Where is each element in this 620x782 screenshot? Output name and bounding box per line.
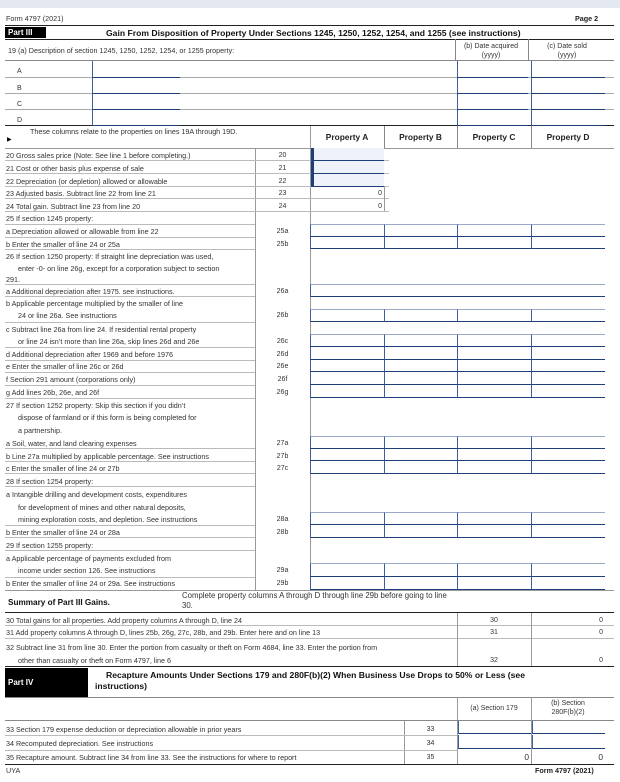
- line-31-label: 31 Add property columns A through D, lines 25b, 26g, 27c, 28b, and 29b. Enter here and on line 13: [6, 628, 321, 637]
- line-26e-property-c-input[interactable]: [457, 360, 531, 372]
- line-26b-number: 26b: [276, 312, 289, 319]
- part-iii-label: Part III: [5, 27, 46, 38]
- date-sold-header-2: (yyyy): [557, 52, 577, 59]
- line-34-section-280f-input[interactable]: [532, 735, 605, 749]
- line-26b-property-d-input[interactable]: [531, 309, 605, 322]
- part-iv-title-2: instructions): [95, 681, 148, 691]
- line-26e-property-b-input[interactable]: [384, 360, 457, 372]
- line-25b-property-c-input[interactable]: [457, 237, 531, 249]
- line-26f-label: f Section 291 amount (corporations only): [6, 375, 136, 384]
- line-25a-property-b-input[interactable]: [384, 224, 457, 237]
- line-29b-property-a-input[interactable]: [310, 577, 384, 590]
- summary-note-1: Complete property columns A through D through line 29b before going to line: [182, 591, 447, 600]
- summary-title: Summary of Part III Gains.: [8, 598, 110, 607]
- property-c-date-sold-input[interactable]: [531, 94, 605, 110]
- line-26-label-2: enter -0- on line 26g, except for a corporation subject to section: [18, 264, 220, 273]
- section-179-header: (a) Section 179: [470, 705, 518, 712]
- line-28a-label-3: mining exploration costs, and depletion. See instructions: [18, 515, 198, 524]
- line-26c-label-2: or line 24 isn’t more than line 26a, skip lines 26d and 26e: [18, 337, 200, 346]
- property-a-date-acquired-input[interactable]: [457, 61, 528, 78]
- line-26a-number: 26a: [276, 288, 289, 295]
- line-26f-property-c-input[interactable]: [457, 372, 531, 385]
- line-29a-label-2: income under section 126. See instructions: [18, 566, 156, 575]
- property-d-date-sold-input[interactable]: [531, 110, 605, 126]
- part-iii-rule: [5, 39, 614, 40]
- line-26g-property-b-input[interactable]: [384, 385, 457, 398]
- line-23-label: 23 Adjusted basis. Subtract line 22 from line 21: [6, 189, 156, 198]
- line-27a-property-d-input[interactable]: [531, 436, 605, 449]
- line-28b-number: 28b: [276, 529, 289, 536]
- line-28a-label-2: for development of mines and other natural deposits,: [18, 503, 186, 512]
- part-iv-label: Part IV: [5, 668, 88, 697]
- line-28a-number: 28a: [276, 516, 289, 523]
- line-26e-label: e Enter the smaller of line 26c or 26d: [6, 362, 124, 371]
- line-26a-label: a Additional depreciation after 1975. see instructions.: [6, 287, 175, 296]
- line-27b-property-c-input[interactable]: [457, 449, 531, 461]
- row-a-label: A: [17, 68, 22, 75]
- line-25a-label: a Depreciation allowed or allowable from line 22: [6, 227, 159, 236]
- line-32-label-1: 32 Subtract line 31 from line 30. Enter the portion from casualty or theft on Form 4684, line 33. Enter the portion from: [6, 643, 378, 652]
- line-26f-property-d-input[interactable]: [531, 372, 605, 385]
- line-25b-property-b-input[interactable]: [384, 237, 457, 249]
- line-26b-label-2: 24 or line 26a. See instructions: [18, 311, 117, 320]
- line-22-label: 22 Depreciation (or depletion) allowed or allowable: [6, 177, 168, 186]
- line-27c-number: 27c: [276, 465, 289, 472]
- line-26g-property-c-input[interactable]: [457, 385, 531, 398]
- arrow-icon: ▶: [7, 137, 12, 143]
- line-26c-property-c-input[interactable]: [457, 334, 531, 347]
- row-d-label: D: [17, 117, 23, 124]
- line-26b-property-c-input[interactable]: [457, 309, 531, 322]
- line-27c-property-b-input[interactable]: [384, 461, 457, 474]
- line-25b-number: 25b: [276, 241, 289, 248]
- property-a-description-input[interactable]: [92, 61, 180, 78]
- line-26c-property-a-input[interactable]: [310, 334, 384, 347]
- line-32-label-2: other than casualty or theft on Form 4797, line 6: [18, 656, 172, 665]
- line-26e-number: 26e: [276, 363, 289, 370]
- line-29-label: 29 If section 1255 property:: [6, 541, 94, 550]
- property-b-date-sold-input[interactable]: [531, 78, 605, 94]
- line-29a-property-d-input[interactable]: [531, 563, 605, 577]
- part-iii-title: Gain From Disposition of Property Under Sections 1245, 1250, 1252, 1254, and 1255 (see instructions): [106, 28, 521, 38]
- line-32-value: 0: [599, 657, 603, 664]
- date-acquired-header-2: (yyyy): [481, 52, 501, 59]
- line-23-number: 23: [278, 190, 287, 197]
- line-29a-property-c-input[interactable]: [457, 563, 531, 577]
- line-21-number: 21: [278, 165, 287, 172]
- property-b-date-acquired-input[interactable]: [457, 78, 528, 94]
- line-28a-label-1: a Intangible drilling and development costs, expenditures: [6, 490, 188, 499]
- line-26b-label-1: b Applicable percentage multiplied by the smaller of line: [6, 299, 183, 308]
- line-28a-property-a-input[interactable]: [310, 512, 384, 525]
- line-25a-property-d-input[interactable]: [531, 224, 605, 237]
- line-28b-label: b Enter the smaller of line 24 or 28a: [6, 528, 120, 537]
- line-34-label: 34 Recomputed depreciation. See instructions: [6, 739, 154, 748]
- header-rule: [5, 25, 614, 26]
- line-23-property-a-value: 0: [378, 190, 382, 197]
- property-b-description-input[interactable]: [92, 78, 180, 94]
- line-28b-property-c-input[interactable]: [457, 525, 531, 538]
- line-33-label: 33 Section 179 expense deduction or depreciation allowable in prior years: [6, 725, 242, 734]
- line-32-number: 32: [490, 657, 498, 664]
- line-28-label: 28 If section 1254 property:: [6, 477, 94, 486]
- line-26f-property-b-input[interactable]: [384, 372, 457, 385]
- line-27-label-1: 27 If section 1252 property: Skip this section if you didn’t: [6, 401, 186, 410]
- line-33-section-280f-input[interactable]: [532, 721, 605, 734]
- line-25b-property-a-input[interactable]: [310, 237, 384, 249]
- line-28b-property-b-input[interactable]: [384, 525, 457, 538]
- line-28a-property-c-input[interactable]: [457, 512, 531, 525]
- line-35-section-280f-value: 0: [598, 752, 603, 762]
- line-30-number: 30: [490, 617, 498, 624]
- line-24-property-a-value: 0: [378, 203, 382, 210]
- line-27a-property-b-input[interactable]: [384, 436, 457, 449]
- line-29a-number: 29a: [276, 567, 289, 574]
- line-26a-row: [310, 284, 605, 297]
- line-27-label-2: dispose of farmland or if this form is being completed for: [18, 413, 197, 422]
- line-26c-label-1: c Subtract line 26a from line 24. If residential rental property: [6, 325, 197, 334]
- line-28b-property-a-input[interactable]: [310, 525, 384, 538]
- line-20-label: 20 Gross sales price (Note: See line 1 before completing.): [6, 151, 191, 160]
- date-sold-header-1: (c) Date sold: [547, 43, 587, 50]
- line-27b-number: 27b: [276, 453, 289, 460]
- line-30-value: 0: [599, 617, 603, 624]
- page-number: Page 2: [575, 14, 599, 23]
- line-26d-number: 26d: [276, 351, 289, 358]
- line-27c-label: c Enter the smaller of line 24 or 27b: [6, 464, 120, 473]
- line-26e-property-d-input[interactable]: [531, 360, 605, 372]
- line-29a-property-a-input[interactable]: [310, 563, 384, 577]
- property-d-header: Property D: [546, 132, 590, 142]
- line-26b-property-a-input[interactable]: [310, 309, 384, 322]
- property-c-header: Property C: [472, 132, 516, 142]
- line-26d-property-b-input[interactable]: [384, 347, 457, 360]
- footer-left: UYA: [6, 766, 21, 775]
- section-280f-header-1: (b) Section: [551, 700, 585, 707]
- line-26-label-3: 291.: [6, 275, 20, 284]
- line-31-number: 31: [490, 629, 498, 636]
- top-band: [0, 0, 620, 8]
- line-34-section-179-input[interactable]: [458, 735, 531, 749]
- line-26e-property-a-input[interactable]: [310, 360, 384, 372]
- line-26d-property-d-input[interactable]: [531, 347, 605, 360]
- line-29b-property-d-input[interactable]: [531, 577, 605, 590]
- part-iv-title-1: Recapture Amounts Under Sections 179 and 280F(b)(2) When Business Use Drops to 50% or Less (see: [106, 670, 525, 680]
- line-24-label: 24 Total gain. Subtract line 23 from line 20: [6, 202, 141, 211]
- line-27c-property-d-input[interactable]: [531, 461, 605, 474]
- section-280f-header-2: 280F(b)(2): [551, 709, 585, 716]
- line-29b-number: 29b: [276, 580, 289, 587]
- line-28a-property-b-input[interactable]: [384, 512, 457, 525]
- line-21-property-a-input[interactable]: [311, 161, 384, 174]
- line-26c-property-b-input[interactable]: [384, 334, 457, 347]
- line-33-section-179-input[interactable]: [458, 721, 531, 734]
- line-26f-property-a-input[interactable]: [310, 372, 384, 385]
- line-28a-property-d-input[interactable]: [531, 512, 605, 525]
- line-27b-property-d-input[interactable]: [531, 449, 605, 461]
- line-27a-property-c-input[interactable]: [457, 436, 531, 449]
- line-26g-property-d-input[interactable]: [531, 385, 605, 398]
- line-25a-number: 25a: [276, 228, 289, 235]
- summary-note-2: 30.: [182, 601, 193, 610]
- property-d-description-input[interactable]: [92, 110, 180, 126]
- line-25-label: 25 If section 1245 property:: [6, 214, 94, 223]
- line-25b-property-d-input[interactable]: [531, 237, 605, 249]
- line-29b-property-b-input[interactable]: [384, 577, 457, 590]
- line-27-label-3: a partnership.: [18, 426, 62, 435]
- line-30-label: 30 Total gains for all properties. Add property columns A through D, line 24: [6, 616, 242, 625]
- line-26g-number: 26g: [276, 389, 289, 396]
- line-22-number: 22: [278, 178, 287, 185]
- line-29b-label: b Enter the smaller of line 24 or 29a. See instructions: [6, 579, 175, 588]
- line-26b-property-b-input[interactable]: [384, 309, 457, 322]
- date-acquired-header-1: (b) Date acquired: [463, 43, 519, 50]
- line-25a-property-a-input[interactable]: [310, 224, 384, 237]
- row-c-label: C: [17, 101, 23, 108]
- line-26d-property-c-input[interactable]: [457, 347, 531, 360]
- line-27c-property-a-input[interactable]: [310, 461, 384, 474]
- line-28b-property-d-input[interactable]: [531, 525, 605, 538]
- line-22-property-a-input[interactable]: [311, 174, 384, 187]
- line-27a-property-a-input[interactable]: [310, 436, 384, 449]
- line-27b-property-a-input[interactable]: [310, 449, 384, 461]
- line-35-label: 35 Recapture amount. Subtract line 34 from line 33. See the instructions for where to report: [6, 753, 297, 762]
- line-27a-number: 27a: [276, 440, 289, 447]
- line-35-number: 35: [426, 754, 435, 761]
- line-35-section-179-value: 0: [524, 752, 529, 762]
- line-26g-label: g Add lines 26b, 26e, and 26f: [6, 388, 100, 397]
- line-34-number: 34: [426, 740, 435, 747]
- line-26d-property-a-input[interactable]: [310, 347, 384, 360]
- line-27a-label: a Soil, water, and land clearing expenses: [6, 439, 137, 448]
- line-27b-label: b Line 27a multiplied by applicable percentage. See instructions: [6, 452, 209, 461]
- line-26f-number: 26f: [277, 376, 288, 383]
- property-c-date-acquired-input[interactable]: [457, 94, 528, 110]
- line-29a-property-b-input[interactable]: [384, 563, 457, 577]
- line-29b-property-c-input[interactable]: [457, 577, 531, 590]
- form-id: Form 4797 (2021): [6, 14, 64, 23]
- line-26d-label: d Additional depreciation after 1969 and before 1976: [6, 350, 174, 359]
- line-31-value: 0: [599, 629, 603, 636]
- line-24-number: 24: [278, 203, 287, 210]
- line-27c-property-c-input[interactable]: [457, 461, 531, 474]
- footer-form-id: Form 4797 (2021): [535, 766, 594, 775]
- property-b-header: Property B: [399, 132, 442, 142]
- line-27b-property-b-input[interactable]: [384, 449, 457, 461]
- line-21-label: 21 Cost or other basis plus expense of sale: [6, 164, 144, 173]
- property-a-date-sold-input[interactable]: [531, 61, 605, 78]
- property-a-header: Property A: [325, 132, 369, 142]
- line-33-number: 33: [426, 726, 435, 733]
- row-b-label: B: [17, 85, 22, 92]
- line-26c-number: 26c: [276, 338, 289, 345]
- line-25a-property-c-input[interactable]: [457, 224, 531, 237]
- line-25b-label: b Enter the smaller of line 24 or 25a: [6, 240, 120, 249]
- line-26c-property-d-input[interactable]: [531, 334, 605, 347]
- property-d-date-acquired-input[interactable]: [457, 110, 528, 126]
- line-20-number: 20: [278, 152, 287, 159]
- line-26-label-1: 26 If section 1250 property: If straight line depreciation was used,: [6, 252, 214, 261]
- line-29a-label-1: a Applicable percentage of payments excluded from: [6, 554, 172, 563]
- line-19-label: 19 (a) Description of section 1245, 1250, 1252, 1254, or 1255 property:: [8, 46, 235, 55]
- columns-note: These columns relate to the properties on lines 19A through 19D.: [30, 127, 238, 136]
- line-26g-property-a-input[interactable]: [310, 385, 384, 398]
- property-c-description-input[interactable]: [92, 94, 180, 110]
- line-20-property-a-input[interactable]: [311, 148, 384, 161]
